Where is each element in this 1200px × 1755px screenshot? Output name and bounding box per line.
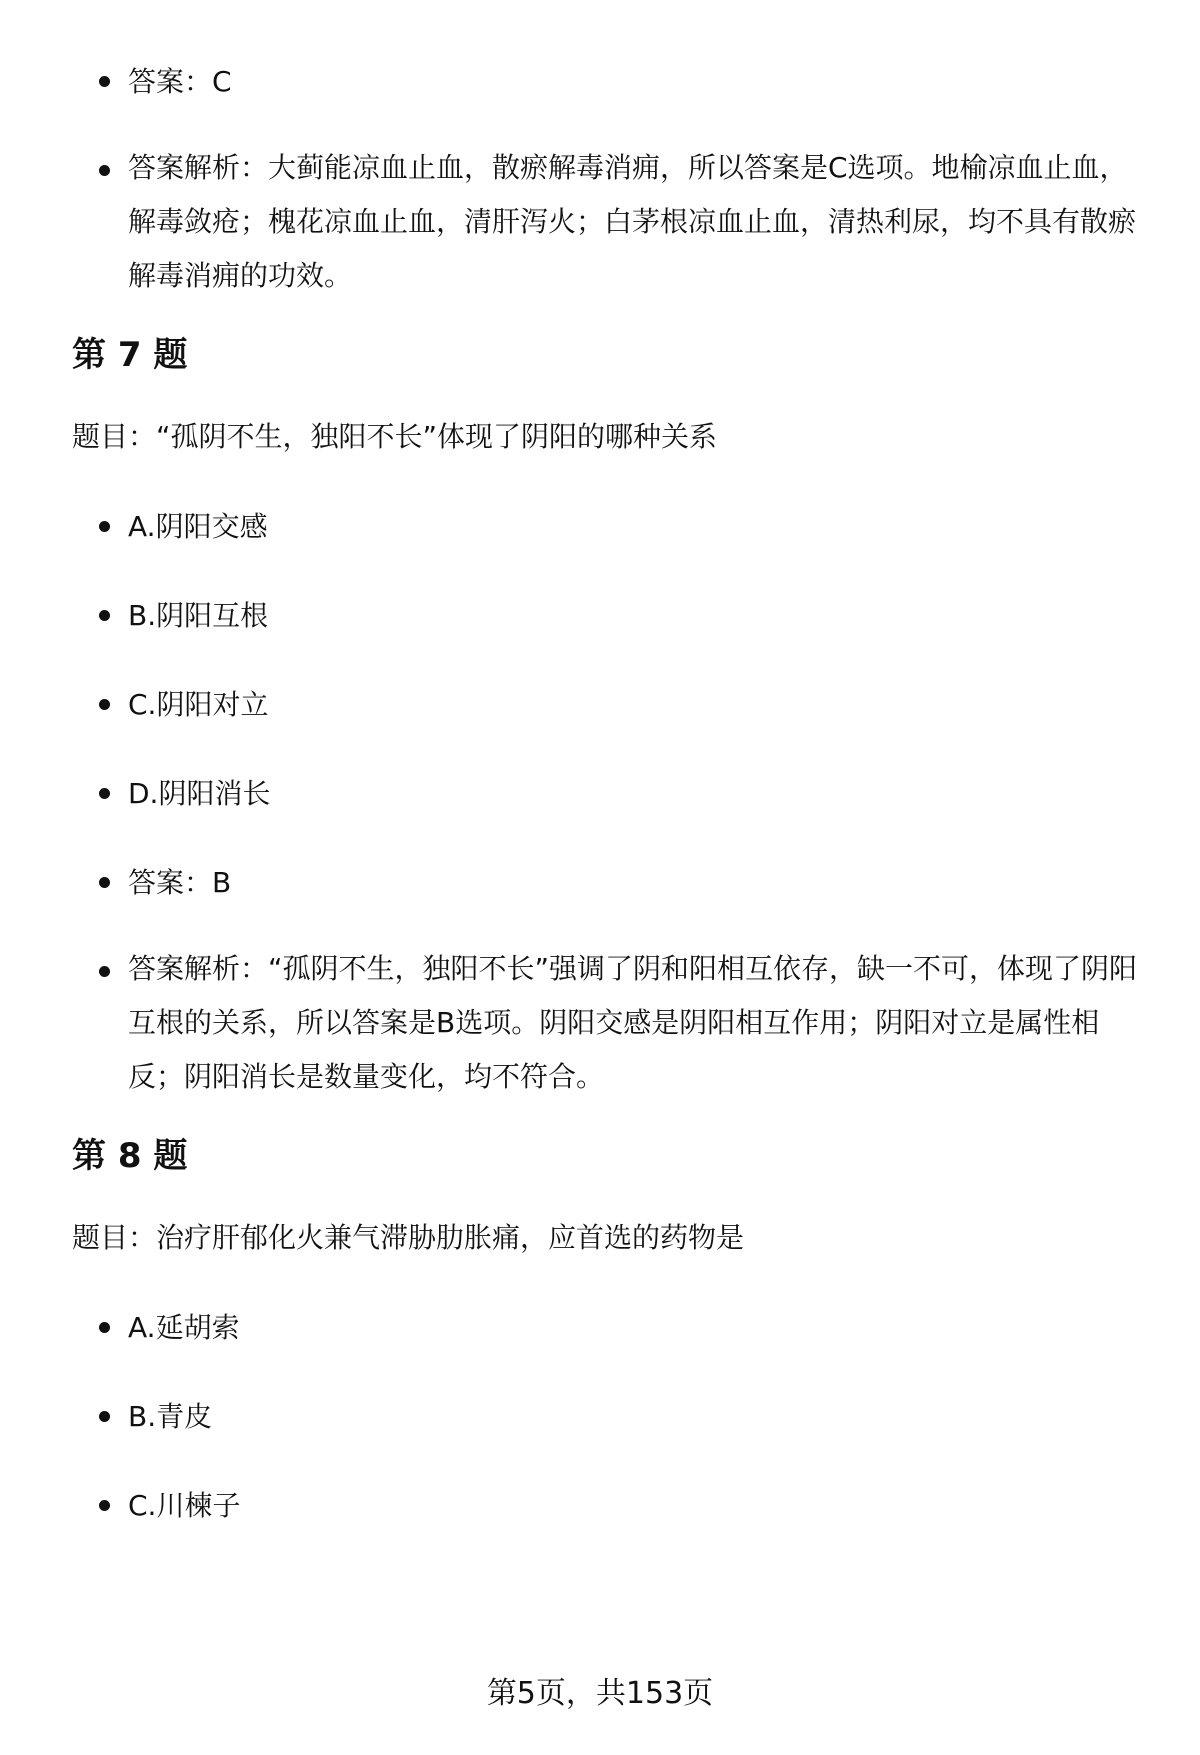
option-text: B.阴阳互根	[128, 599, 269, 632]
option-text: D.阴阳消长	[128, 777, 271, 810]
answer-item	[72, 52, 1150, 111]
option-item	[72, 764, 1150, 823]
option-item	[72, 497, 1150, 556]
bullet-icon	[99, 1500, 110, 1511]
question-8-heading: 第 8 题	[72, 1136, 188, 1176]
answer-text: 答案：B	[128, 866, 232, 899]
option-item	[72, 1298, 1150, 1357]
bullet-icon	[99, 1411, 110, 1422]
question-7-heading: 第 7 题	[72, 335, 188, 375]
prev-question-answer-list	[72, 52, 1150, 303]
option-text: A.阴阳交感	[128, 510, 268, 543]
option-text: C.川楝子	[128, 1489, 241, 1522]
bullet-icon	[99, 521, 110, 532]
option-item	[72, 675, 1150, 734]
option-item	[72, 1387, 1150, 1446]
bullet-icon	[99, 966, 110, 977]
option-text: A.延胡索	[128, 1311, 240, 1344]
explanation-item	[72, 141, 1150, 303]
question-8-option-list	[72, 1298, 1150, 1535]
explanation-item	[72, 942, 1150, 1104]
answer-text: 答案：C	[128, 65, 232, 98]
bullet-icon	[99, 699, 110, 710]
option-text: C.阴阳对立	[128, 688, 269, 721]
question-7-text: 题目：“孤阴不生，独阳不长”体现了阴阳的哪种关系	[72, 420, 718, 453]
explanation-text: 答案解析：“孤阴不生，独阳不长”强调了阴和阳相互依存，缺一不可，体现了阴阳互根的关系，所以答案是B选项。阴阳交感是阴阳相互作用；阴阳对立是属性相反；阴阳消长是数量变化，均不符合。	[128, 952, 1138, 1093]
option-item	[72, 586, 1150, 645]
option-item	[72, 1476, 1150, 1535]
bullet-icon	[99, 788, 110, 799]
bullet-icon	[99, 1322, 110, 1333]
bullet-icon	[99, 610, 110, 621]
explanation-text: 答案解析：大蓟能凉血止血，散瘀解毒消痈，所以答案是C选项。地榆凉血止血，解毒敛疮；槐花凉血止血，清肝泻火；白茅根凉血止血，清热利尿，均不具有散瘀解毒消痈的功效。	[128, 151, 1137, 292]
page-content	[72, 52, 1150, 1565]
option-text: B.青皮	[128, 1400, 213, 1433]
bullet-icon	[99, 76, 110, 87]
page-number-footer: 第5页，共153页	[486, 1676, 714, 1711]
question-8-text: 题目：治疗肝郁化火兼气滞胁肋胀痛，应首选的药物是	[72, 1221, 745, 1254]
question-7-option-list	[72, 497, 1150, 1104]
bullet-icon	[99, 165, 110, 176]
bullet-icon	[99, 877, 110, 888]
answer-item	[72, 853, 1150, 912]
